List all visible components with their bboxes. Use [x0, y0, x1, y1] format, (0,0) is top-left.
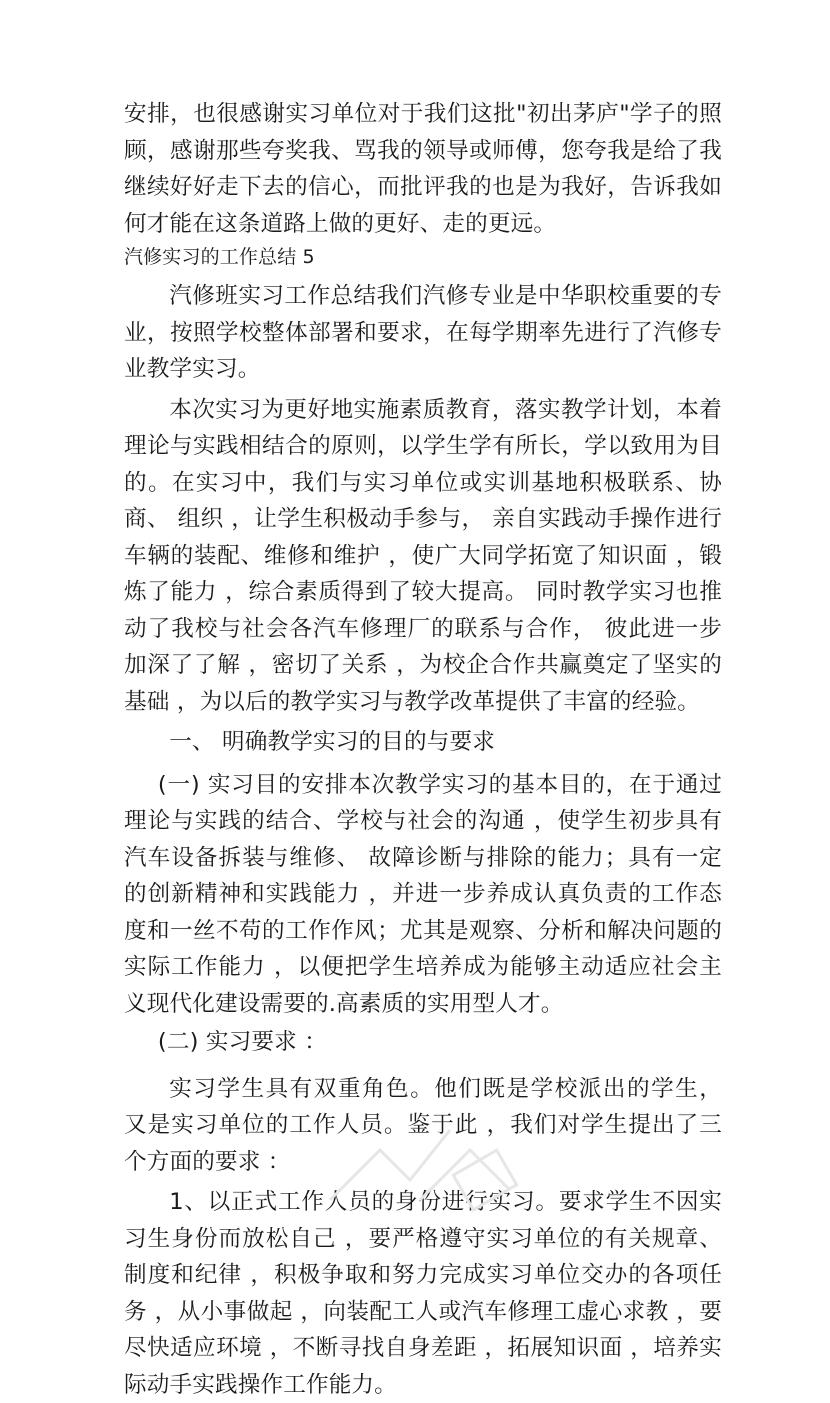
document-body: [124, 96, 722, 1403]
paragraph-requirement-1: 1、以正式工作人员的身份进行实习。要求学生不因实习生身份而放松自己 ，要严格遵守实习单位的有关规章、 制度和纪律 ，积极争取和努力完成实习单位交办的各项任务 ，从小事做起 ，向装配工人或汽车修理工虚心求教 ，要尽快适应环境 ，不断寻找自身差距 ，拓展知识面 ，培养实际动手实践操作工作能力。: [124, 1189, 722, 1398]
paragraph-dual-role: 实习学生具有双重角色。他们既是学校派出的学生， 又是实习单位的工作人员。鉴于此 ，我们对学生提出了三个方面的要求 ：: [124, 1075, 722, 1175]
heading-purpose-requirements: 一、 明确教学实习的目的与要求: [169, 729, 495, 755]
heading-requirements: (二) 实习要求 ：: [157, 1029, 327, 1055]
paragraph-purpose: (一) 实习目的安排本次教学实习的基本目的，在于通过理论与实践的结合、学校与社会的沟通 ，使学生初步具有汽车设备拆装与维修、 故障诊断与排除的能力；具有一定的创新精神和实践能力 ，并进一步养成认真负责的工作态度和一丝不苟的工作作风；尤其是观察、分析和解决问题的实际工作能力 ，以便把学生培养成为能够主动适应社会主义现代化建设需要的.高素质的实用型人才。: [124, 771, 722, 1017]
paragraph-overview: 本次实习为更好地实施素质教育，落实教学计划，本着理论与实践相结合的原则，以学生学有所长，学以致用为目的。在实习中，我们与实习单位或实训基地积极联系、协商、 组织 ，让学生积极动手参与， 亲自实践动手操作进行车辆的装配、维修和维护 ，使广大同学拓宽了知识面 ，锻炼了能力 ，综合素质得到了较大提高。 同时教学实习也推动了我校与社会各汽车修理厂的联系与合作， 彼此进一步加深了了解 ，密切了关系 ，为校企合作共赢奠定了坚实的基础 ，为以后的教学实习与教学改革提供了丰富的经验。: [124, 396, 722, 715]
section-title: 汽修实习的工作总结 5: [124, 246, 315, 268]
paragraph-closing-thanks: 安排，也很感谢实习单位对于我们这批"初出茅庐"学子的照顾，感谢那些夸奖我、骂我的领导或师傅，您夸我是给了我继续好好走下去的信心，而批评我的也是为我好，告诉我如何才能在这条道路上做的更好、走的更远。: [124, 101, 722, 237]
paragraph-intro: 汽修班实习工作总结我们汽修专业是中华职校重要的专业，按照学校整体部署和要求，在每学期率先进行了汽修专业教学实习。: [124, 283, 722, 382]
